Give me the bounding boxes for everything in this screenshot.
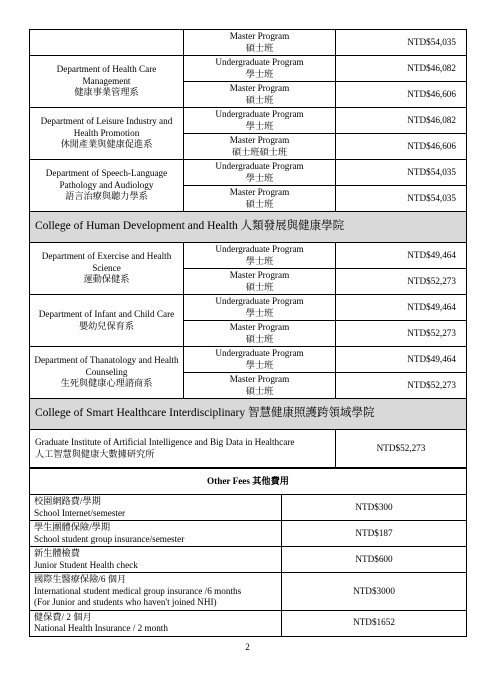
program-name-en: Undergraduate Program (215, 57, 304, 67)
tuition-fee: NTD$49,464 (336, 295, 467, 321)
other-fees-title: Other Fees 其他費用 (30, 469, 467, 495)
program-name-zh: 學士班 (245, 172, 274, 183)
tuition-fee: NTD$46,082 (336, 108, 467, 134)
tuition-fee: NTD$52,273 (336, 321, 467, 347)
program-name-en: Master Program (229, 187, 290, 197)
department-cell (30, 30, 184, 56)
tuition-fee: NTD$49,464 (336, 347, 467, 373)
table-row (30, 160, 467, 186)
table-row (30, 295, 467, 321)
institute-name-en: Graduate Institute of Artificial Intelligence and Big Data in Healthcare (35, 437, 295, 447)
tuition-fee: NTD$52,273 (336, 430, 467, 468)
program-cell (184, 30, 336, 56)
college-title: College of Human Development and Health 人類發展與健康學院 (30, 212, 467, 243)
table-row (30, 430, 467, 468)
other-fee-label-line: National Health Insurance / 2 month (34, 623, 168, 633)
program-name-en: Master Program (229, 322, 290, 332)
department-name-zh: 運動保健系 (83, 274, 130, 285)
other-fee-label-line: International student medical group insurance /6 months (34, 585, 242, 596)
other-fee-amount: NTD$1652 (282, 610, 467, 636)
other-fee-row (30, 495, 467, 521)
tuition-table-body (30, 30, 467, 468)
other-fee-label (30, 573, 282, 611)
program-cell (184, 56, 336, 82)
college-header-row (30, 212, 467, 243)
tuition-fee: NTD$54,035 (336, 160, 467, 186)
other-fee-label-line: 國際生醫療保險/6 個月 (34, 574, 127, 584)
college-header-row (30, 399, 467, 430)
program-name-zh: 碩士班 (245, 198, 274, 209)
other-fee-label-line: 校園網路費/學期 (34, 496, 101, 506)
program-cell (184, 186, 336, 212)
table-row (30, 243, 467, 269)
program-name-zh: 碩士班 (245, 42, 274, 53)
department-cell (30, 160, 184, 212)
other-fee-amount: NTD$3000 (282, 573, 467, 611)
program-name-zh: 碩士班 (245, 281, 274, 292)
program-name-en: Undergraduate Program (215, 109, 304, 119)
department-cell (30, 56, 184, 108)
program-cell (184, 347, 336, 373)
other-fee-label-line: 健保費/ 2 個月 (34, 611, 92, 622)
program-cell (184, 295, 336, 321)
fee-document-page (29, 29, 466, 637)
table-row (30, 108, 467, 134)
program-cell (184, 373, 336, 399)
other-fee-label (30, 495, 282, 521)
program-name-en: Master Program (229, 270, 290, 280)
other-fee-label-line: 學生團體保險/學期 (34, 522, 111, 532)
program-name-zh: 碩士班 (245, 333, 274, 344)
department-name-zh: 語言治療與聽力學系 (65, 191, 148, 202)
page-number: 2 (245, 642, 250, 652)
program-cell (184, 269, 336, 295)
tuition-fee: NTD$46,606 (336, 134, 467, 160)
tuition-table (29, 29, 467, 468)
program-name-en: Master Program (229, 135, 290, 145)
program-name-zh: 碩士班 (245, 385, 274, 396)
table-row (30, 347, 467, 373)
program-name-zh: 學士班 (245, 120, 274, 131)
other-fee-row (30, 573, 467, 611)
other-fee-label (30, 547, 282, 573)
department-cell (30, 295, 184, 347)
program-cell (184, 160, 336, 186)
department-cell (30, 347, 184, 399)
other-fee-label-line: Junior Student Health check (34, 559, 138, 570)
program-name-en: Undergraduate Program (215, 348, 304, 358)
tuition-fee: NTD$49,464 (336, 243, 467, 269)
program-name-en: Undergraduate Program (215, 296, 304, 306)
department-name-zh: 生死與健康心理諮商系 (60, 378, 153, 389)
program-cell (184, 82, 336, 108)
tuition-fee: NTD$52,273 (336, 269, 467, 295)
program-cell (184, 243, 336, 269)
college-title: College of Smart Healthcare Interdisciplinary 智慧健康照護跨領域學院 (30, 399, 467, 430)
program-name-zh: 學士班 (245, 359, 274, 370)
program-name-zh: 學士班 (245, 307, 274, 318)
other-fee-label (30, 521, 282, 547)
department-cell (30, 108, 184, 160)
other-fee-row (30, 610, 467, 636)
program-name-en: Master Program (229, 83, 290, 93)
program-name-en: Undergraduate Program (215, 244, 304, 254)
department-name-en: Department of Thanatology and Health Counseling (34, 355, 179, 377)
program-name-zh: 學士班 (245, 68, 274, 79)
other-fees-body (30, 495, 467, 637)
tuition-fee: NTD$46,606 (336, 82, 467, 108)
other-fee-label-line: School student group insurance/semester (34, 533, 185, 544)
other-fee-amount: NTD$300 (282, 495, 467, 521)
other-fee-label (30, 610, 282, 636)
program-name-zh: 碩士班 (245, 94, 274, 105)
tuition-fee: NTD$54,035 (336, 186, 467, 212)
tuition-fee: NTD$46,082 (336, 56, 467, 82)
other-fee-label-line: (For Junior and students who haven't joined NHI) (34, 597, 217, 607)
other-fee-row (30, 521, 467, 547)
department-name-en: Department of Infant and Child Care (38, 309, 175, 319)
department-name-en: Department of Health Care Management (56, 64, 157, 86)
tuition-fee: NTD$54,035 (336, 30, 467, 56)
department-name-en: Department of Leisure Industry and Health Promotion (40, 116, 173, 138)
tuition-fee: NTD$52,273 (336, 373, 467, 399)
table-row (30, 30, 467, 56)
program-name-en: Master Program (229, 31, 290, 41)
department-cell (30, 243, 184, 295)
program-name-zh: 碩士班碩士班 (231, 146, 288, 157)
department-name-zh: 嬰幼兒保育系 (78, 320, 135, 331)
program-name-en: Undergraduate Program (215, 161, 304, 171)
other-fee-amount: NTD$600 (282, 547, 467, 573)
other-fees-table (29, 468, 467, 637)
program-cell (184, 321, 336, 347)
program-cell (184, 108, 336, 134)
other-fee-label-line: School Internet/semester (34, 507, 126, 518)
department-name-en: Department of Exercise and Health Science (41, 251, 172, 273)
institute-cell (30, 430, 336, 468)
table-row (30, 56, 467, 82)
other-fee-amount: NTD$187 (282, 521, 467, 547)
program-cell (184, 134, 336, 160)
other-fee-row (30, 547, 467, 573)
department-name-zh: 休閒產業與健康促進系 (60, 139, 153, 150)
department-name-zh: 健康事業管理系 (74, 87, 139, 98)
program-name-zh: 學士班 (245, 255, 274, 266)
other-fee-label-line: 新生體檢費 (34, 548, 80, 558)
institute-name-zh: 人工智慧與健康大數據研究所 (35, 448, 155, 459)
program-name-en: Master Program (229, 374, 290, 384)
department-name-en: Department of Speech-Language Pathology and Audiology (45, 168, 168, 190)
